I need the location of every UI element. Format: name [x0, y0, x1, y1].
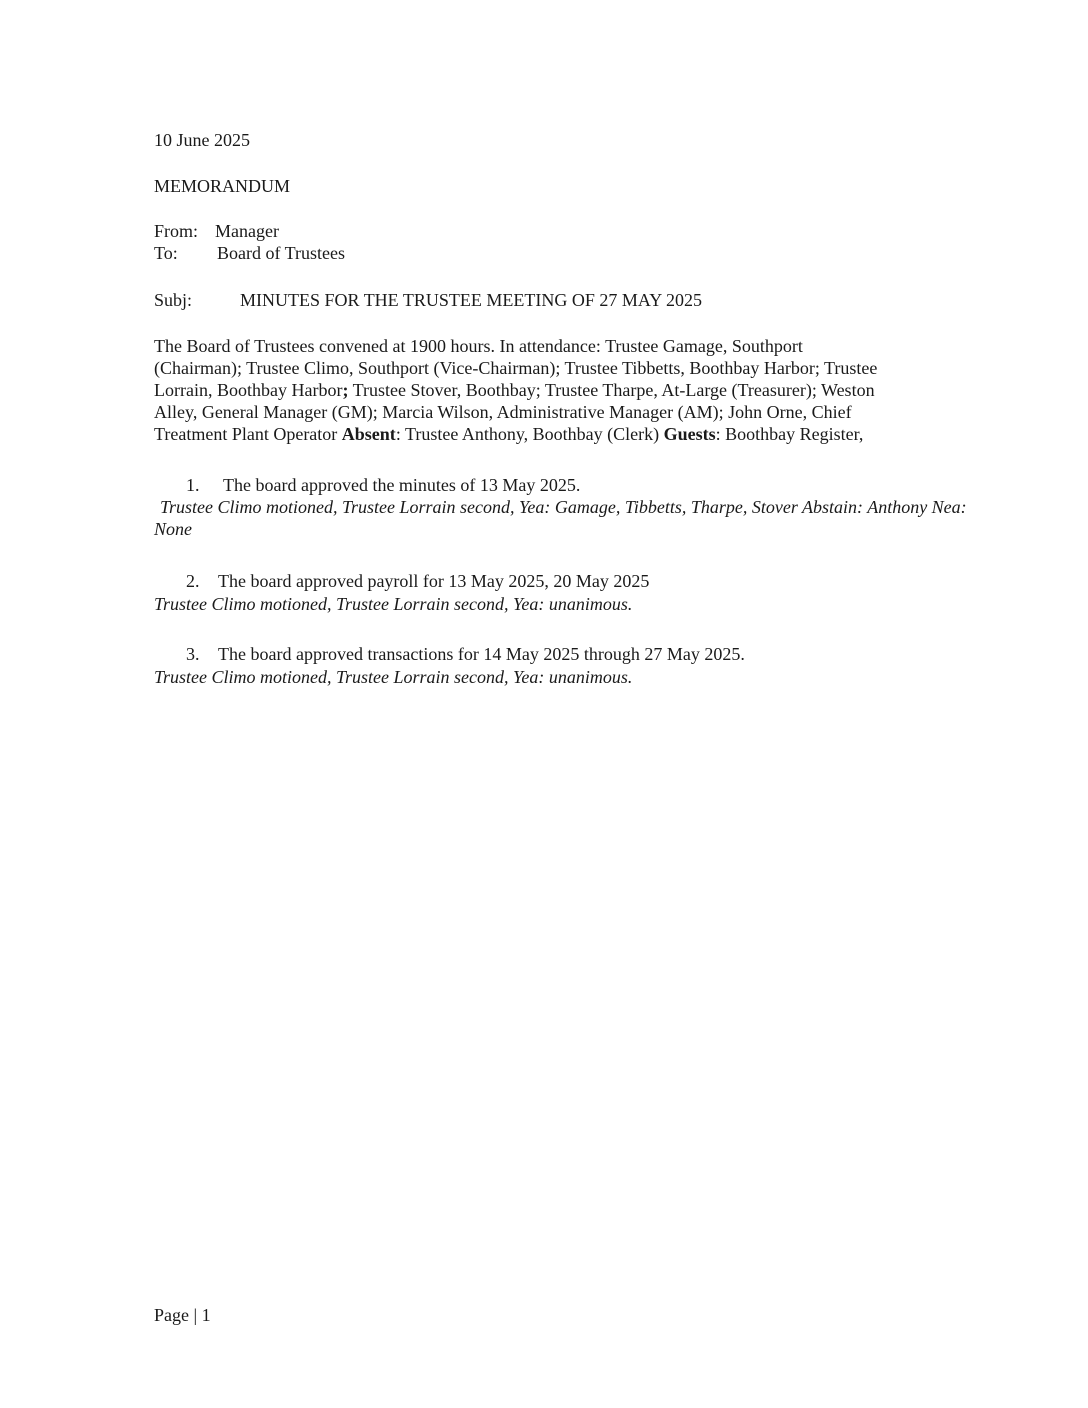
item-number: 3. [186, 644, 200, 664]
subject-label: Subj: [154, 290, 193, 310]
attendance-line [154, 423, 924, 445]
vote-record: Trustee Climo motioned, Trustee Lorrain second, Yea: unanimous. [154, 667, 633, 687]
attendance-paragraph [154, 335, 924, 445]
vote-record: Trustee Climo motioned, Trustee Lorrain second, Yea: unanimous. [154, 594, 633, 614]
attendance-text: Treatment Plant Operator [154, 424, 342, 444]
item-number: 1. [186, 475, 200, 495]
subject-value: MINUTES FOR THE TRUSTEE MEETING OF 27 MAY 2025 [240, 290, 703, 310]
guests-label: Guests [663, 424, 716, 444]
attendance-line: (Chairman); Trustee Climo, Southport (Vice-Chairman); Trustee Tibbetts, Boothbay Harbor; Trustee [154, 358, 878, 378]
list-item [186, 643, 745, 665]
to-row [154, 242, 345, 264]
bold-semicolon: ; [342, 380, 349, 400]
list-item [186, 474, 580, 496]
item-text: The board approved payroll for 13 May 2025, 20 May 2025 [218, 571, 650, 591]
from-value: Manager [215, 221, 279, 241]
list-item [186, 570, 649, 592]
absent-label: Absent [341, 424, 396, 444]
attendance-line [154, 379, 924, 401]
subject-row [154, 289, 702, 311]
guests-text: : Boothbay Register, [715, 424, 864, 444]
attendance-line: Alley, General Manager (GM); Marcia Wilson, Administrative Manager (AM); John Orne, Chief [154, 402, 852, 422]
attendance-text: Lorrain, Boothbay Harbor [154, 380, 343, 400]
absent-text: : Trustee Anthony, Boothbay (Clerk) [395, 424, 664, 444]
to-value: Board of Trustees [217, 243, 346, 263]
memo-date: 10 June 2025 [154, 130, 250, 150]
to-label: To: [154, 243, 178, 263]
item-text: The board approved the minutes of 13 May 2025. [223, 475, 581, 495]
item-text: The board approved transactions for 14 May 2025 through 27 May 2025. [218, 644, 745, 664]
vote-record: None [154, 519, 192, 539]
memo-title: MEMORANDUM [154, 176, 291, 196]
vote-record: Trustee Climo motioned, Trustee Lorrain second, Yea: Gamage, Tibbetts, Tharpe, Stover Abstain: Anthony Nea: [160, 497, 967, 517]
attendance-text: Trustee Stover, Boothbay; Trustee Tharpe, At-Large (Treasurer); Weston [348, 380, 875, 400]
from-row [154, 220, 279, 242]
from-label: From: [154, 221, 199, 241]
item-number: 2. [186, 571, 200, 591]
page-footer: Page | 1 [154, 1305, 211, 1325]
attendance-line: The Board of Trustees convened at 1900 hours. In attendance: Trustee Gamage, Southport [154, 336, 803, 356]
